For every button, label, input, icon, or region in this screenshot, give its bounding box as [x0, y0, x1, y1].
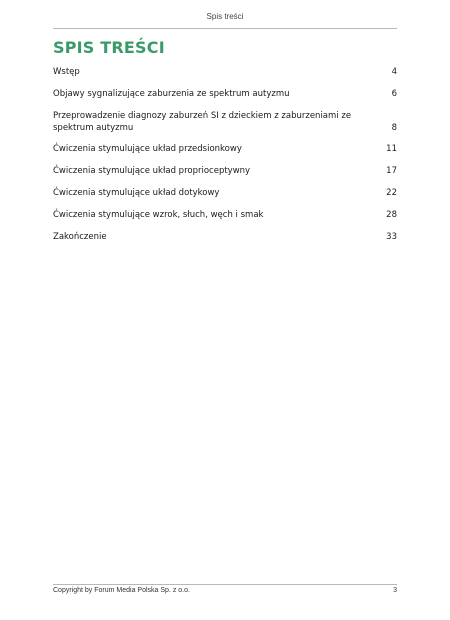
toc-entry-title: Ćwiczenia stymulujące układ dotykowy: [53, 188, 220, 198]
toc-entry-title: Wstęp: [53, 67, 80, 77]
toc-entry-title: Przeprowadzenie diagnozy zaburzeń SI z dzieckiem z zaburzeniami ze spektrum autyzmu: [53, 111, 352, 133]
toc-title: SPIS TREŚCI: [53, 38, 165, 57]
toc-entry-title: Ćwiczenia stymulujące układ proprioceptywny: [53, 166, 251, 176]
footer-page-number: 3: [393, 587, 397, 594]
toc-entry[interactable]: [53, 187, 397, 199]
toc-entry-title: Ćwiczenia stymulujące układ przedsionkowy: [53, 144, 242, 154]
toc-entry-title: Objawy sygnalizujące zaburzenia ze spektrum autyzmu: [53, 89, 290, 99]
toc-entry-page: 28: [386, 210, 397, 220]
toc-entry[interactable]: [53, 143, 397, 155]
footer-divider: [53, 584, 397, 585]
toc-entry[interactable]: [53, 209, 397, 221]
toc-entry[interactable]: [53, 88, 397, 100]
toc-entry[interactable]: [53, 110, 397, 134]
toc-entry-page: 8: [391, 123, 397, 133]
toc-entry-page: 11: [386, 144, 397, 154]
toc-entry-title: Ćwiczenia stymulujące wzrok, słuch, węch i smak: [53, 210, 264, 220]
toc-entry-page: 6: [391, 89, 397, 99]
footer-copyright: Copyright by Forum Media Polska Sp. z o.o.: [53, 587, 190, 594]
toc-entry[interactable]: [53, 165, 397, 177]
running-header: Spis treści: [206, 12, 244, 21]
toc-entry-page: 17: [386, 166, 397, 176]
toc-entry-page: 33: [386, 232, 397, 242]
toc-entry-page: 4: [391, 67, 397, 77]
header-divider: [53, 28, 397, 29]
toc-entry-title: Zakończenie: [53, 232, 107, 242]
toc-entry[interactable]: [53, 231, 397, 243]
toc-entry-page: 22: [386, 188, 397, 198]
toc-entry[interactable]: [53, 66, 397, 78]
